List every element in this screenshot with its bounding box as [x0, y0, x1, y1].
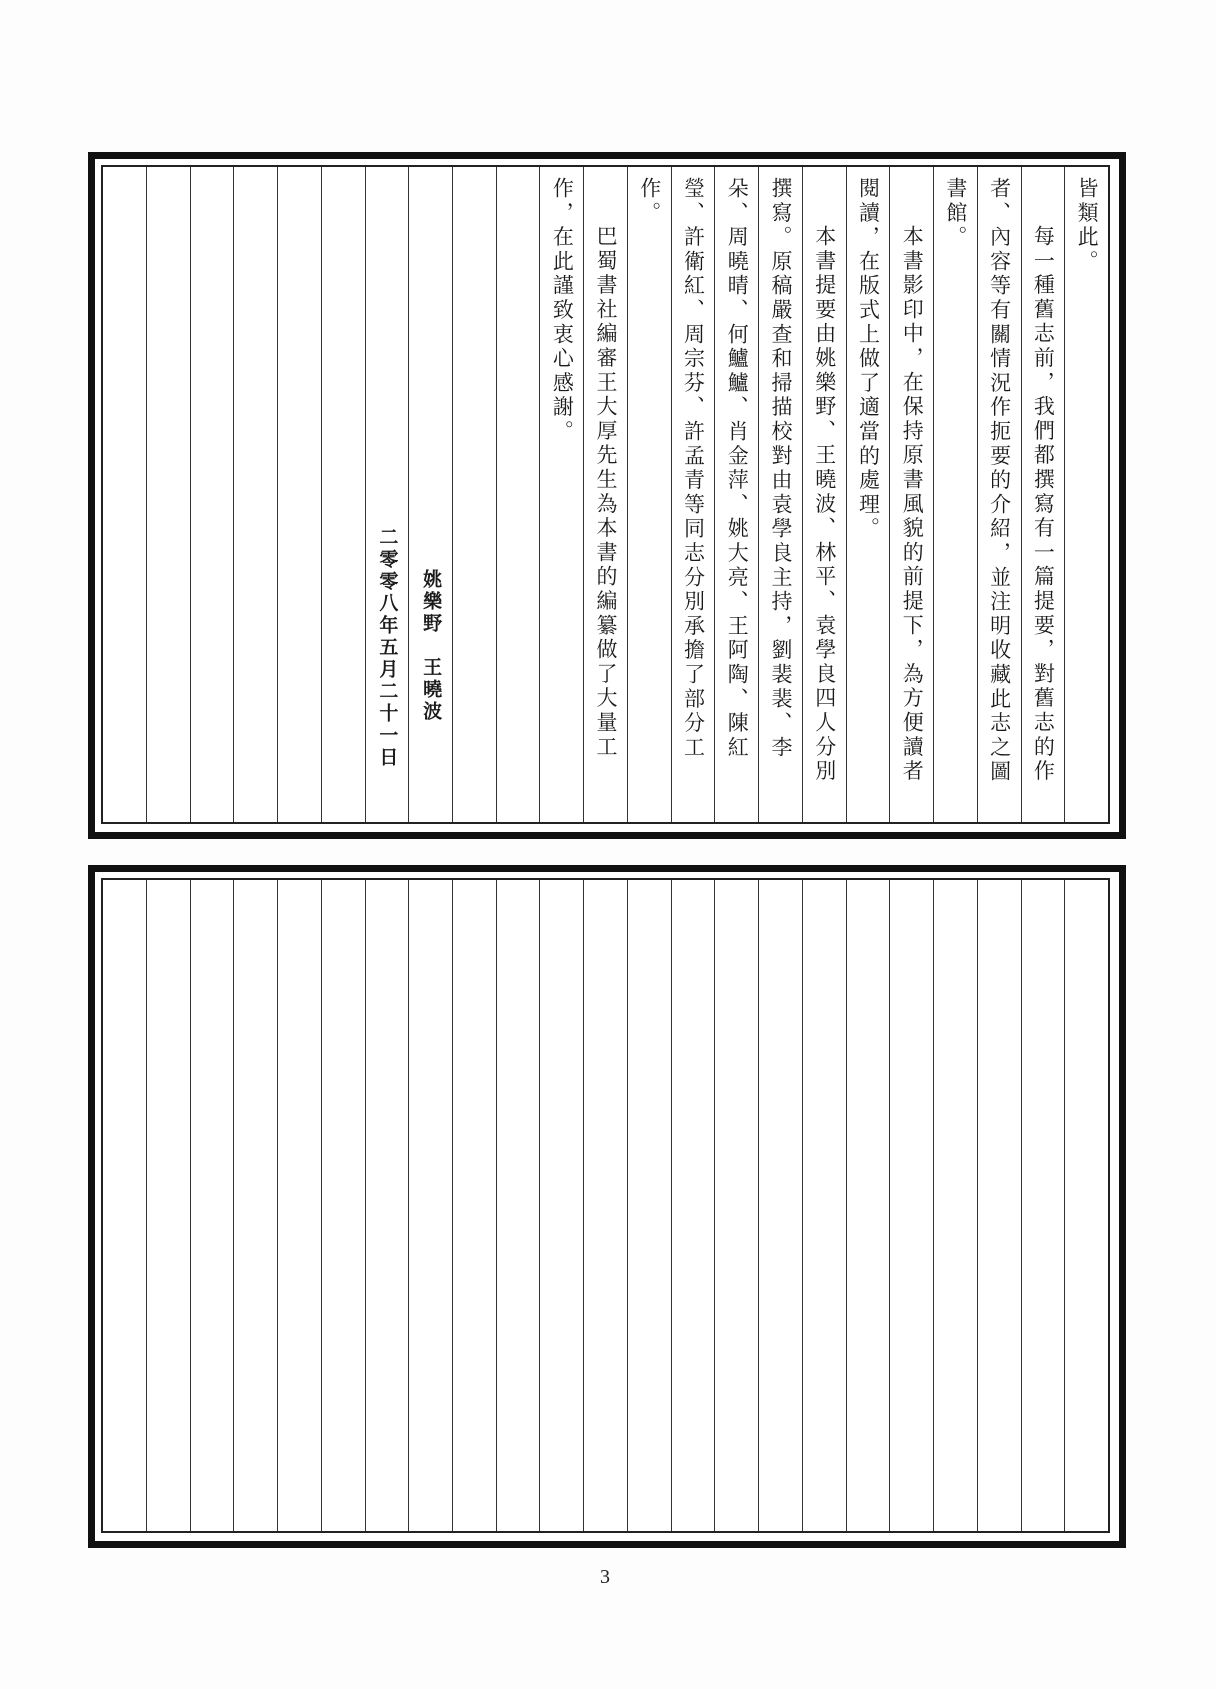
- text-column: [627, 167, 671, 822]
- page-number: 3: [600, 1566, 610, 1588]
- empty-column: [452, 880, 496, 1531]
- signature-names: 姚樂野 王曉波: [420, 569, 443, 723]
- empty-column: [933, 880, 977, 1531]
- empty-column: [103, 880, 146, 1531]
- empty-column: [627, 880, 671, 1531]
- empty-column: [365, 880, 409, 1531]
- text-column: [802, 167, 846, 822]
- empty-column: [233, 880, 277, 1531]
- empty-column: [146, 880, 190, 1531]
- empty-column: [408, 880, 452, 1531]
- empty-column: [539, 880, 583, 1531]
- column-text: 作。: [637, 177, 662, 226]
- column-text: 撰寫。原稿嚴查和掃描校對由袁學良主持，劉裴裴、李: [768, 177, 793, 761]
- empty-column: [802, 880, 846, 1531]
- text-column: [146, 167, 190, 822]
- column-text: 作，在此謹致衷心感謝。: [550, 177, 575, 445]
- text-column: [977, 167, 1021, 822]
- bottom-blank-panel: [88, 865, 1126, 1548]
- text-column: [539, 167, 583, 822]
- text-column: [277, 167, 321, 822]
- column-text: 書館。: [943, 177, 968, 250]
- empty-column: [671, 880, 715, 1531]
- text-column: [365, 167, 409, 822]
- column-text: 瑩、許衛紅、周宗芬、許孟青等同志分別承擔了部分工: [681, 177, 706, 761]
- text-column: [190, 167, 234, 822]
- text-column: [452, 167, 496, 822]
- empty-column: [496, 880, 540, 1531]
- empty-column: [889, 880, 933, 1531]
- empty-column: [846, 880, 890, 1531]
- text-column: [846, 167, 890, 822]
- column-text: 本書提要由姚樂野、王曉波、林平、袁學良四人分別: [812, 225, 837, 784]
- text-column: [1064, 167, 1108, 822]
- empty-column: [583, 880, 627, 1531]
- empty-column: [321, 880, 365, 1531]
- text-column: [233, 167, 277, 822]
- column-text: 本書影印中，在保持原書風貌的前提下，為方便讀者: [900, 225, 925, 784]
- text-column: [889, 167, 933, 822]
- empty-column: [714, 880, 758, 1531]
- text-column: [583, 167, 627, 822]
- top-column-grid: [101, 165, 1110, 824]
- text-column: [671, 167, 715, 822]
- text-column: [758, 167, 802, 822]
- top-text-panel: [88, 152, 1126, 839]
- column-text: 每一種舊志前，我們都撰寫有一篇提要，對舊志的作: [1031, 225, 1056, 784]
- empty-column: [1064, 880, 1108, 1531]
- empty-column: [190, 880, 234, 1531]
- empty-column: [977, 880, 1021, 1531]
- text-column: [1021, 167, 1065, 822]
- column-text: 皆類此。: [1075, 177, 1100, 275]
- column-text: 閱讀，在版式上做了適當的處理。: [856, 177, 881, 542]
- text-column: [408, 167, 452, 822]
- column-text: 朵、周曉晴、何鱸鱸、肖金萍、姚大亮、王阿陶、陳紅: [725, 177, 750, 761]
- bottom-column-grid: [101, 878, 1110, 1533]
- text-column: [103, 167, 146, 822]
- text-column: [496, 167, 540, 822]
- text-column: [321, 167, 365, 822]
- column-text: 巴蜀書社編審王大厚先生為本書的編纂做了大量工: [594, 225, 619, 760]
- empty-column: [277, 880, 321, 1531]
- text-column: [714, 167, 758, 822]
- signature-date: 二零零八年五月二十一日: [376, 527, 399, 769]
- text-column: [933, 167, 977, 822]
- empty-column: [1021, 880, 1065, 1531]
- column-text: 者、內容等有關情況作扼要的介紹，並注明收藏此志之圖: [987, 177, 1012, 785]
- empty-column: [758, 880, 802, 1531]
